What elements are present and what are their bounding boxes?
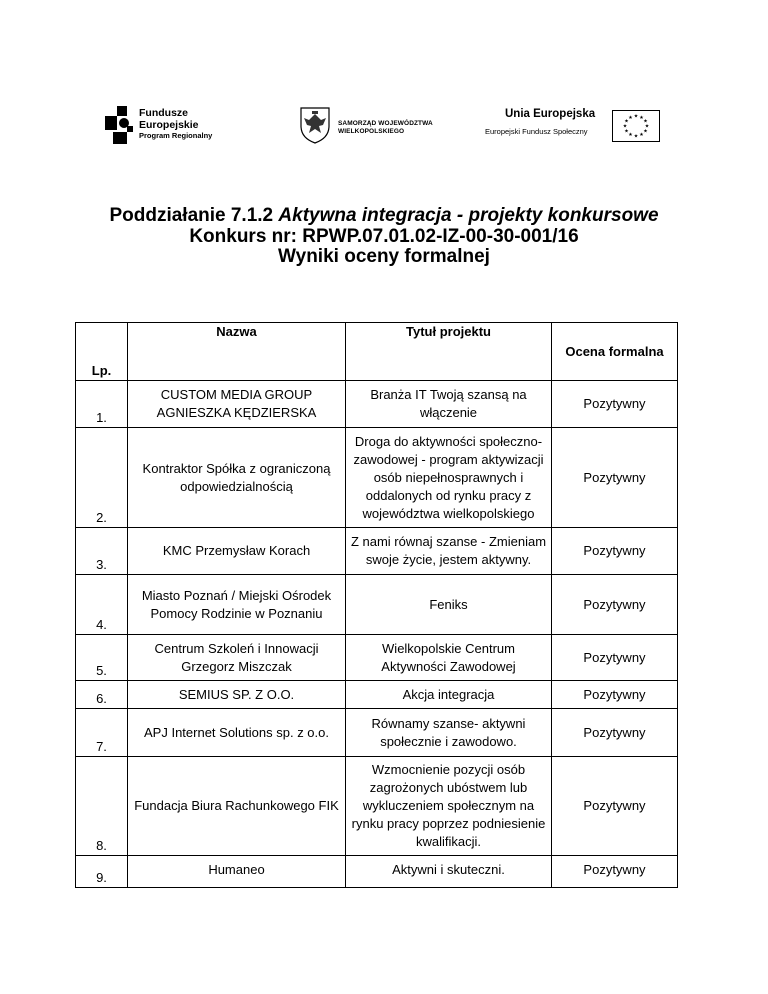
fe-line2: Europejskie bbox=[139, 119, 199, 131]
table-row bbox=[76, 681, 678, 709]
svg-text:★: ★ bbox=[639, 115, 644, 121]
table-row bbox=[76, 528, 678, 575]
row-name: Centrum Szkoleń i Innowacji Grzegorz Miszczak bbox=[128, 635, 346, 681]
svg-text:★: ★ bbox=[633, 133, 639, 140]
woj-line2: WIELKOPOLSKIEGO bbox=[338, 128, 405, 135]
row-lp: 3. bbox=[76, 528, 128, 575]
row-name: Fundacja Biura Rachunkowego FIK bbox=[128, 757, 346, 856]
row-title: Równamy szanse- aktywni społecznie i zawodowo. bbox=[346, 709, 552, 757]
svg-text:★: ★ bbox=[644, 123, 650, 130]
row-title: Branża IT Twoją szansą na włączenie bbox=[346, 381, 552, 428]
table-row bbox=[76, 709, 678, 757]
woj-line1: SAMORZĄD WOJEWÓDZTWA bbox=[338, 120, 433, 127]
row-name: APJ Internet Solutions sp. z o.o. bbox=[128, 709, 346, 757]
svg-text:★: ★ bbox=[624, 128, 629, 135]
table-row bbox=[76, 635, 678, 681]
fe-line1: Fundusze bbox=[139, 107, 188, 119]
table-row bbox=[76, 381, 678, 428]
heading-prefix: Poddziałanie 7.1.2 bbox=[109, 205, 279, 226]
fe-logo-text bbox=[139, 107, 212, 141]
table-header-row bbox=[76, 323, 678, 381]
svg-text:★: ★ bbox=[639, 132, 644, 138]
row-rating: Pozytywny bbox=[552, 635, 678, 681]
unia-europejska-logo bbox=[480, 108, 680, 148]
row-name: Kontraktor Spółka z ograniczoną odpowiedzialnością bbox=[128, 428, 346, 528]
row-rating: Pozytywny bbox=[552, 428, 678, 528]
row-title: Akcja integracja bbox=[346, 681, 552, 709]
ue-title: Unia Europejska bbox=[505, 108, 596, 120]
header-lp: Lp. bbox=[76, 323, 128, 381]
row-lp: 8. bbox=[76, 757, 128, 856]
samorzad-text bbox=[338, 120, 433, 136]
eagle-crest-icon bbox=[298, 106, 332, 144]
results-table bbox=[75, 322, 678, 888]
svg-text:★: ★ bbox=[633, 113, 639, 120]
eu-stars-icon bbox=[613, 111, 659, 141]
row-name: SEMIUS SP. Z O.O. bbox=[128, 681, 346, 709]
fe-line3: Program Regionalny bbox=[139, 131, 213, 140]
row-name: Humaneo bbox=[128, 856, 346, 888]
row-rating: Pozytywny bbox=[552, 856, 678, 888]
row-lp: 9. bbox=[76, 856, 128, 888]
row-lp: 1. bbox=[76, 381, 128, 428]
document-heading bbox=[0, 206, 768, 268]
header-title: Tytuł projektu bbox=[346, 323, 552, 381]
heading-subtitle: Wyniki oceny formalnej bbox=[278, 246, 490, 267]
row-name: Miasto Poznań / Miejski Ośrodek Pomocy Rodzinie w Poznaniu bbox=[128, 575, 346, 635]
table-row bbox=[76, 575, 678, 635]
fe-emblem-icon bbox=[105, 106, 135, 144]
table-row bbox=[76, 757, 678, 856]
row-lp: 6. bbox=[76, 681, 128, 709]
row-name: CUSTOM MEDIA GROUP AGNIESZKA KĘDZIERSKA bbox=[128, 381, 346, 428]
svg-text:★: ★ bbox=[643, 118, 648, 125]
row-title: Droga do aktywności społeczno-zawodowej - program aktywizacji osób niepełnosprawnych i oddalonych od rynku pracy z województwa wielkopolskiego bbox=[346, 428, 552, 528]
heading-italic: Aktywna integracja - projekty konkursowe bbox=[278, 205, 659, 226]
logo-bar bbox=[0, 100, 768, 150]
samorzad-logo bbox=[298, 106, 448, 146]
fundusze-europejskie-logo bbox=[105, 104, 225, 146]
row-name: KMC Przemysław Korach bbox=[128, 528, 346, 575]
row-title: Feniks bbox=[346, 575, 552, 635]
row-title: Z nami równaj szanse - Zmieniam swoje życie, jestem aktywny. bbox=[346, 528, 552, 575]
row-lp: 2. bbox=[76, 428, 128, 528]
row-rating: Pozytywny bbox=[552, 757, 678, 856]
row-lp: 5. bbox=[76, 635, 128, 681]
eu-flag-icon bbox=[612, 110, 660, 142]
row-rating: Pozytywny bbox=[552, 575, 678, 635]
svg-text:★: ★ bbox=[628, 132, 633, 138]
heading-title bbox=[0, 206, 768, 227]
row-lp: 7. bbox=[76, 709, 128, 757]
header-name: Nazwa bbox=[128, 323, 346, 381]
row-rating: Pozytywny bbox=[552, 709, 678, 757]
row-rating: Pozytywny bbox=[552, 528, 678, 575]
row-rating: Pozytywny bbox=[552, 681, 678, 709]
row-title: Aktywni i skuteczni. bbox=[346, 856, 552, 888]
table-row bbox=[76, 856, 678, 888]
table-row bbox=[76, 428, 678, 528]
contest-number: Konkurs nr: RPWP.07.01.02-IZ-00-30-001/16 bbox=[189, 225, 579, 247]
svg-text:★: ★ bbox=[628, 115, 633, 121]
svg-text:★: ★ bbox=[643, 128, 648, 135]
svg-text:★: ★ bbox=[622, 123, 628, 130]
header-rating: Ocena formalna bbox=[552, 323, 678, 381]
row-title: Wzmocnienie pozycji osób zagrożonych ubóstwem lub wykluczeniem społecznym na rynku pracy poprzez podniesienie kwalifikacji. bbox=[346, 757, 552, 856]
row-rating: Pozytywny bbox=[552, 381, 678, 428]
svg-text:★: ★ bbox=[624, 118, 629, 125]
row-lp: 4. bbox=[76, 575, 128, 635]
ue-subtitle: Europejski Fundusz Społeczny bbox=[485, 127, 588, 136]
row-title: Wielkopolskie Centrum Aktywności Zawodowej bbox=[346, 635, 552, 681]
